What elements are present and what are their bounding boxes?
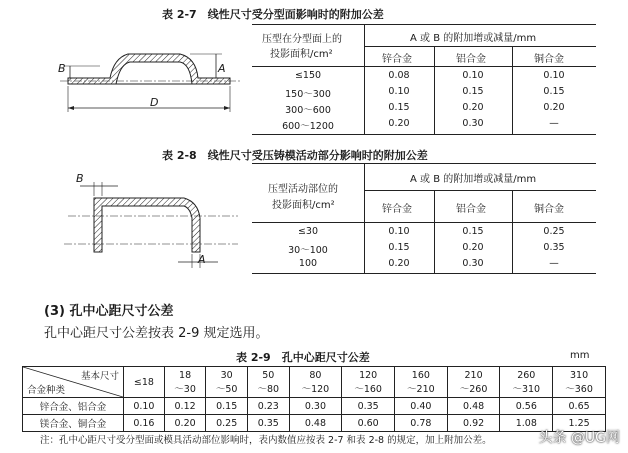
t29-size-9 [500, 367, 553, 398]
t27-row-1-al: 0.10 [462, 70, 484, 81]
t27-col-head-2: A 或 B 的附加增或减量/mm [410, 33, 537, 44]
t28-col-head-2: A 或 B 的附加增或减量/mm [410, 174, 537, 185]
t27-row-4-zn: 0.20 [388, 118, 410, 129]
t27-row-2-al: 0.15 [462, 86, 484, 97]
t27-alloy-al: 铝合金 [456, 54, 486, 65]
t29-size-3-a: 30 [220, 369, 233, 381]
t29-size-4 [247, 367, 289, 398]
t29-row-2-v10: 1.25 [553, 415, 606, 432]
t27-row-1-area: ≤150 [294, 70, 322, 81]
t27-row-2-cu: 0.15 [543, 86, 565, 97]
t27-alloy-cu: 铜合金 [534, 54, 564, 65]
t27-top-rule [252, 24, 596, 25]
table-2-7-caption: 表 2-7 线性尺寸受分型面影响时的附加公差 [162, 8, 384, 21]
t29-row-1-alloy: 锌合金、铝合金 [23, 398, 124, 415]
t29-size-2-a: 18 [179, 369, 192, 381]
t29-size-9-a: 260 [517, 369, 536, 381]
t29-row-2-v3: 0.25 [206, 415, 248, 432]
t29-row-1-v9: 0.56 [500, 398, 553, 415]
t29-size-6-a: 120 [359, 369, 378, 381]
t28-row-3-zn: 0.20 [388, 258, 410, 269]
t29-row-2-v2: 0.20 [164, 415, 206, 432]
t29-row-1-v3: 0.15 [206, 398, 248, 415]
t29-size-1-a: ≤18 [133, 376, 154, 388]
fig28-label-a: A [198, 253, 206, 266]
t27-row-3-cu: 0.20 [543, 102, 565, 113]
t28-col-head-1a: 压型活动部位的 [268, 184, 338, 195]
t29-row-1-v6: 0.35 [342, 398, 395, 415]
t27-alloy-zn: 锌合金 [382, 54, 412, 65]
t29-row-2-v7: 0.78 [395, 415, 448, 432]
t29-size-2 [164, 367, 206, 398]
t29-size-6 [342, 367, 395, 398]
t27-row-3-al: 0.20 [462, 102, 484, 113]
table-2-9 [22, 366, 606, 432]
t29-size-8-a: 210 [464, 369, 483, 381]
section-heading: (3) 孔中心距尺寸公差 [44, 304, 174, 319]
t29-size-6-b: ～160 [354, 383, 382, 395]
t29-size-7-a: 160 [411, 369, 430, 381]
t28-row-1-zn: 0.10 [388, 226, 410, 237]
t28-bottom-rule [252, 273, 596, 274]
t29-size-5-a: 80 [309, 369, 322, 381]
t28-row-2-al: 0.20 [462, 242, 484, 253]
t29-size-4-b: ～80 [257, 383, 280, 395]
table-2-8-caption: 表 2-8 线性尺寸受压铸模活动部分影响时的附加公差 [162, 149, 428, 162]
t29-size-5 [289, 367, 342, 398]
t29-size-10-b: ～360 [565, 383, 593, 395]
t28-alloy-al: 铝合金 [456, 204, 486, 215]
fig27-label-b: B [58, 62, 66, 75]
t29-row-2-v9: 1.08 [500, 415, 553, 432]
t29-size-8-b: ～260 [459, 383, 488, 395]
t28-header-midline [364, 190, 596, 191]
t29-size-2-b: ～30 [174, 383, 196, 395]
t27-row-4-cu: — [549, 118, 559, 129]
t28-row-1-area: ≤30 [297, 226, 319, 237]
fig27-label-a: A [218, 62, 226, 75]
t29-corner-top: 基本尺寸 [80, 371, 119, 382]
t27-row-1-zn: 0.08 [388, 70, 410, 81]
t29-size-8 [447, 367, 500, 398]
t29-row-1-v2: 0.12 [164, 398, 206, 415]
t27-header-bottom [252, 66, 596, 67]
t29-size-1 [124, 367, 165, 398]
t28-row-2-zn: 0.15 [388, 242, 410, 253]
t27-row-3-zn: 0.15 [388, 102, 410, 113]
t29-row-2 [23, 415, 606, 432]
t27-row-4-area: 600～1200 [282, 121, 334, 132]
t29-header-row [23, 367, 606, 398]
fig28-label-b: B [76, 172, 84, 185]
t29-size-3 [206, 367, 248, 398]
t29-size-7-b: ～210 [407, 383, 435, 395]
t28-top-rule [252, 163, 596, 164]
t29-row-1-v4: 0.23 [247, 398, 289, 415]
t29-row-1-v5: 0.30 [289, 398, 342, 415]
t29-size-4-a: 50 [262, 369, 275, 381]
t28-row-3-area: 100 [298, 258, 318, 269]
section-text: 孔中心距尺寸公差按表 2-9 规定选用。 [44, 326, 269, 341]
fig27-label-d: D [150, 96, 159, 109]
t27-row-1-cu: 0.10 [543, 70, 565, 81]
t28-row-2-cu: 0.35 [543, 242, 565, 253]
t29-row-1-v10: 0.65 [553, 398, 606, 415]
t29-row-2-v8: 0.92 [447, 415, 500, 432]
t29-row-1-v7: 0.40 [395, 398, 448, 415]
t28-vert-divider [364, 163, 365, 273]
figure-2-8-diagram [58, 168, 248, 278]
table-2-9-unit: mm [570, 350, 590, 361]
t28-row-1-cu: 0.25 [543, 226, 565, 237]
t28-alloy-zn: 锌合金 [382, 204, 412, 215]
figure-2-7-diagram [40, 30, 245, 130]
t29-row-2-v6: 0.60 [342, 415, 395, 432]
t29-row-1-v1: 0.10 [124, 398, 165, 415]
t28-alloy-cu: 铜合金 [534, 204, 564, 215]
t27-row-2-area: 150～300 [285, 89, 331, 100]
t27-bottom-rule [252, 134, 596, 135]
t29-row-1 [23, 398, 606, 415]
t28-row-3-al: 0.30 [462, 258, 484, 269]
t27-header-midline [364, 46, 596, 47]
table-2-9-caption: 表 2-9 孔中心距尺寸公差 [236, 351, 370, 364]
t29-size-10-a: 310 [570, 369, 589, 381]
t29-size-5-b: ～120 [301, 383, 330, 395]
t28-row-3-cu: — [549, 258, 559, 269]
t27-row-4-al: 0.30 [462, 118, 484, 129]
t29-row-2-v1: 0.16 [124, 415, 165, 432]
t27-row-3-area: 300～600 [285, 105, 331, 116]
t27-row-2-zn: 0.10 [388, 86, 410, 97]
t29-corner-bottom: 合金种类 [27, 385, 66, 396]
watermark: 头条 @UG网 [538, 430, 620, 446]
t29-size-9-b: ～310 [512, 383, 541, 395]
t29-corner [23, 367, 124, 398]
t29-size-3-b: ～50 [215, 383, 238, 395]
t28-col-head-1b: 投影面积/cm² [272, 200, 335, 211]
t28-header-bottom [252, 222, 596, 223]
t29-size-7 [395, 367, 448, 398]
t29-row-1-v8: 0.48 [447, 398, 500, 415]
t29-row-2-v5: 0.48 [289, 415, 342, 432]
t27-col-head-1b: 投影面积/cm² [270, 49, 333, 60]
t29-row-2-v4: 0.35 [247, 415, 289, 432]
table-2-9-note: 注：孔中心距尺寸受分型面或模具活动部位影响时，表内数值应按表 2-7 和表 2-8 的规定，加上附加公差。 [40, 435, 492, 446]
t29-size-10 [553, 367, 606, 398]
t28-row-2-area: 30～100 [288, 245, 328, 256]
t29-row-2-alloy: 镁合金、铜合金 [23, 415, 124, 432]
t27-col-head-1a: 压型在分型面上的 [262, 34, 342, 45]
t28-row-1-al: 0.15 [462, 226, 484, 237]
